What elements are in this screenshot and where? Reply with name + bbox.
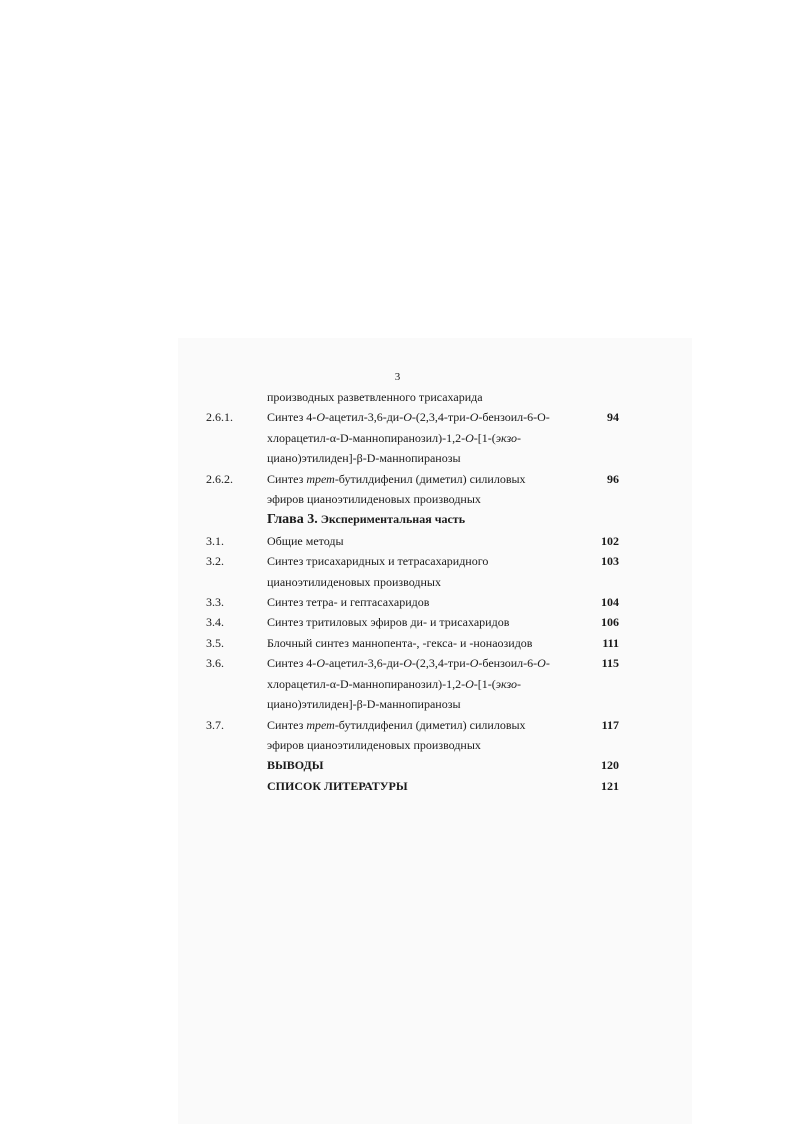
chapter-prefix: Глава [267,512,308,528]
italic-text-segment: O [465,676,474,691]
italic-text-segment: экзо [495,430,518,445]
toc-entry-title [267,653,589,714]
toc-entry-title [267,633,589,653]
toc-entry-title-line [267,551,589,571]
chapter-name: Экспериментальная часть [317,512,466,527]
toc-entry-title-line [267,735,589,755]
toc-entry-number: 3.6. [206,656,224,671]
toc-entry-title-line [267,633,589,653]
toc-entry-number: 3.3. [206,595,224,610]
toc-entry-row [206,653,626,714]
text-segment: -ацетил-3,6-ди- [324,410,404,425]
text-segment: Синтез трисахаридных и тетрасахаридного [267,554,489,569]
text-segment: циано)этилиден]-β-D-маннопиранозы [267,451,461,466]
toc-entry-title-line [267,715,589,735]
italic-text-segment: O [403,656,412,671]
toc-references-row [206,776,626,796]
text-segment: Общие методы [267,533,344,548]
italic-text-segment: O [465,430,474,445]
italic-text-segment: O [537,656,546,671]
toc-entry-title-line [267,407,589,427]
toc-entry-title-line [267,448,589,468]
toc-entry-title-line [267,469,589,489]
text-segment: -(2,3,4-три- [411,656,470,671]
toc-conclusions-title: ВЫВОДЫ [267,758,324,773]
text-segment: -бензоил-6-О- [478,410,550,425]
text-segment: Синтез [267,471,307,486]
text-segment: - [545,656,550,671]
text-segment: цианоэтилиденовых производных [267,574,441,589]
text-segment: хлорацетил-α-D-маннопиранозил)-1,2- [267,676,466,691]
chapter-number: 3. [307,512,318,528]
toc-entry-title-line [267,531,589,551]
toc-chapter-heading [206,509,626,530]
text-segment: -ацетил-3,6-ди- [324,656,404,671]
italic-text-segment: O [316,410,325,425]
text-segment: -[1-( [473,430,496,445]
text-segment: -[1-( [473,676,496,691]
text-segment: -бутилдифенил (диметил) силиловых [334,717,526,732]
text-segment: Синтез 4- [267,656,317,671]
toc-conclusions-row [206,755,626,775]
toc-entry-row [206,715,626,756]
toc-entry-row [206,612,626,632]
toc-entry-number: 3.7. [206,717,224,732]
italic-text-segment: трет [306,471,335,486]
toc-entry-page: 103 [601,554,619,569]
toc-conclusions-page: 120 [601,758,619,773]
toc-entry-page: 117 [601,717,619,732]
toc-entry-row [206,531,626,551]
italic-text-segment: трет [306,717,335,732]
text-segment: Блочный синтез маннопента-, -гекса- и -нонаозидов [267,635,533,650]
toc-entry-page: 115 [601,656,619,671]
text-segment: эфиров цианоэтилиденовых производных [267,492,481,507]
text-segment: циано)этилиден]-β-D-маннопиранозы [267,697,461,712]
toc-entry-row [206,551,626,592]
page-number: 3 [394,371,401,383]
toc-entry-page: 102 [601,533,619,548]
text-segment: - [517,430,522,445]
toc-entry-title-line [267,674,589,694]
toc-continuation-text: производных разветвленного трисахарида [267,390,483,404]
toc-entry-title [267,531,589,551]
italic-text-segment: O [469,410,479,425]
chapter-3-title [267,509,589,530]
text-segment: Синтез тритиловых эфиров ди- и трисахаридов [267,615,510,630]
toc-entry-page: 94 [607,410,619,425]
toc-entry-title-line [267,653,589,673]
toc-entry-number: 2.6.1. [206,410,233,425]
text-segment: -(2,3,4-три- [411,410,470,425]
toc-entry-page: 111 [602,635,619,650]
toc-entry-title [267,592,589,612]
text-segment: Синтез [267,717,307,732]
toc-entry-row [206,407,626,468]
toc-section-3-entries [206,531,626,755]
toc-entry-title-line [267,694,589,714]
text-segment: - [517,676,522,691]
toc-entry-number: 3.1. [206,533,224,548]
toc-entry-page: 104 [601,595,619,610]
text-segment: -бутилдифенил (диметил) силиловых [334,471,526,486]
toc-entry-row [206,633,626,653]
toc-references-title: СПИСОК ЛИТЕРАТУРЫ [267,778,408,793]
toc-entry-title-line [267,572,589,592]
text-segment: -бензоил-6- [478,656,538,671]
italic-text-segment: O [316,656,325,671]
text-segment: эфиров цианоэтилиденовых производных [267,737,481,752]
toc-entry-title [267,407,589,468]
italic-text-segment: экзо [495,676,518,691]
toc-entry-row [206,469,626,510]
table-of-contents [206,387,626,796]
toc-entry-title [267,469,589,510]
toc-section-2-entries [206,407,626,509]
toc-entry-title-line [267,428,589,448]
toc-entry-page: 106 [601,615,619,630]
toc-entry-number: 2.6.2. [206,471,233,486]
toc-entry-title [267,551,589,592]
italic-text-segment: O [403,410,412,425]
toc-entry-title-line [267,592,589,612]
toc-entry-title-line [267,612,589,632]
toc-entry-number: 3.5. [206,635,224,650]
toc-entry-number: 3.4. [206,615,224,630]
toc-entry-page: 96 [607,471,619,486]
toc-entry-title [267,715,589,756]
toc-entry-title-line [267,489,589,509]
toc-entry-title [267,612,589,632]
toc-continuation-row [206,387,626,407]
text-segment: Синтез 4- [267,410,317,425]
text-segment: хлорацетил-α-D-маннопиранозил)-1,2- [267,430,466,445]
toc-entry-number: 3.2. [206,554,224,569]
italic-text-segment: O [469,656,479,671]
toc-entry-row [206,592,626,612]
text-segment: Синтез тетра- и гептасахаридов [267,595,430,610]
toc-references-page: 121 [601,778,619,793]
